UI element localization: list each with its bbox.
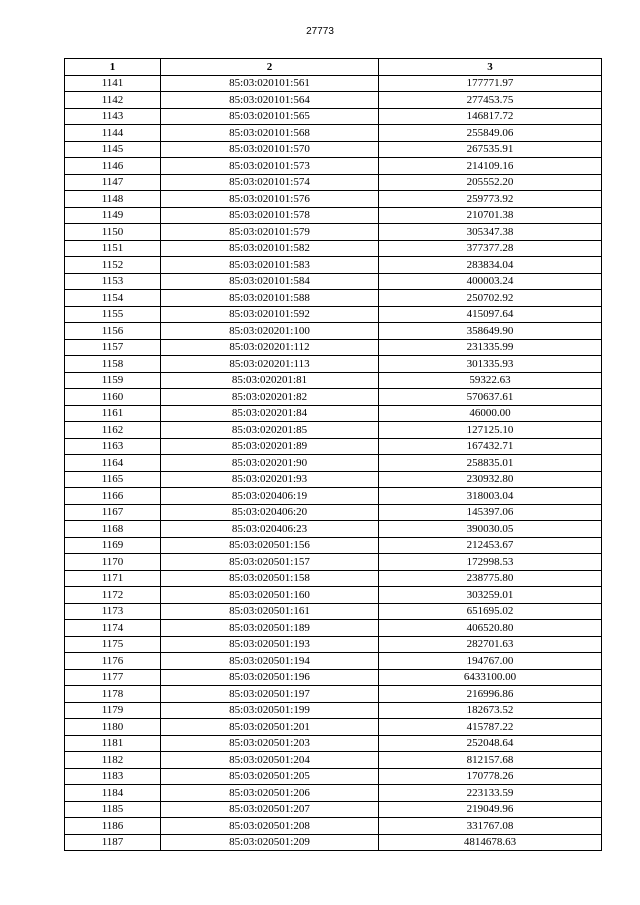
row-number-cell: 1173 <box>65 603 161 620</box>
row-number-cell: 1152 <box>65 257 161 274</box>
cadastral-number-cell: 85:03:020101:579 <box>161 224 379 241</box>
value-cell: 219049.96 <box>379 801 602 818</box>
row-number-cell: 1153 <box>65 273 161 290</box>
value-cell: 258835.01 <box>379 455 602 472</box>
table-header <box>65 59 602 76</box>
table-row <box>65 323 602 340</box>
value-cell: 255849.06 <box>379 125 602 142</box>
table-row <box>65 191 602 208</box>
cadastral-number-cell: 85:03:020501:207 <box>161 801 379 818</box>
table-row <box>65 735 602 752</box>
row-number-cell: 1168 <box>65 521 161 538</box>
cadastral-number-cell: 85:03:020501:189 <box>161 620 379 637</box>
value-cell: 305347.38 <box>379 224 602 241</box>
table-row <box>65 224 602 241</box>
value-cell: 59322.63 <box>379 372 602 389</box>
cadastral-number-cell: 85:03:020101:564 <box>161 92 379 109</box>
cadastral-number-cell: 85:03:020201:81 <box>161 372 379 389</box>
row-number-cell: 1171 <box>65 570 161 587</box>
cadastral-number-cell: 85:03:020101:561 <box>161 75 379 92</box>
cadastral-number-cell: 85:03:020101:582 <box>161 240 379 257</box>
row-number-cell: 1174 <box>65 620 161 637</box>
table-body <box>65 75 602 851</box>
cadastral-number-cell: 85:03:020501:203 <box>161 735 379 752</box>
table-row <box>65 141 602 158</box>
value-cell: 6433100.00 <box>379 669 602 686</box>
value-cell: 238775.80 <box>379 570 602 587</box>
cadastral-number-cell: 85:03:020501:158 <box>161 570 379 587</box>
table-row <box>65 471 602 488</box>
cadastral-number-cell: 85:03:020201:112 <box>161 339 379 356</box>
cadastral-number-cell: 85:03:020201:84 <box>161 405 379 422</box>
value-cell: 177771.97 <box>379 75 602 92</box>
table-row <box>65 768 602 785</box>
row-number-cell: 1145 <box>65 141 161 158</box>
row-number-cell: 1186 <box>65 818 161 835</box>
cadastral-number-cell: 85:03:020501:201 <box>161 719 379 736</box>
cadastral-number-cell: 85:03:020501:197 <box>161 686 379 703</box>
value-cell: 283834.04 <box>379 257 602 274</box>
value-cell: 415097.64 <box>379 306 602 323</box>
value-cell: 230932.80 <box>379 471 602 488</box>
table-row <box>65 686 602 703</box>
table-row <box>65 669 602 686</box>
table-row <box>65 372 602 389</box>
value-cell: 267535.91 <box>379 141 602 158</box>
table-row <box>65 752 602 769</box>
cadastral-number-cell: 85:03:020101:578 <box>161 207 379 224</box>
row-number-cell: 1162 <box>65 422 161 439</box>
table-row <box>65 257 602 274</box>
cadastral-number-cell: 85:03:020406:19 <box>161 488 379 505</box>
row-number-cell: 1144 <box>65 125 161 142</box>
cadastral-number-cell: 85:03:020101:574 <box>161 174 379 191</box>
value-cell: 358649.90 <box>379 323 602 340</box>
value-cell: 216996.86 <box>379 686 602 703</box>
value-cell: 400003.24 <box>379 273 602 290</box>
cadastral-number-cell: 85:03:020101:583 <box>161 257 379 274</box>
cadastral-number-cell: 85:03:020201:90 <box>161 455 379 472</box>
table-row <box>65 125 602 142</box>
cadastral-number-cell: 85:03:020101:588 <box>161 290 379 307</box>
row-number-cell: 1178 <box>65 686 161 703</box>
table-row <box>65 405 602 422</box>
cadastral-number-cell: 85:03:020201:82 <box>161 389 379 406</box>
value-cell: 377377.28 <box>379 240 602 257</box>
row-number-cell: 1182 <box>65 752 161 769</box>
cadastral-number-cell: 85:03:020501:199 <box>161 702 379 719</box>
table-row <box>65 570 602 587</box>
cadastral-number-cell: 85:03:020101:592 <box>161 306 379 323</box>
cadastral-number-cell: 85:03:020101:568 <box>161 125 379 142</box>
table-row <box>65 339 602 356</box>
table-row <box>65 108 602 125</box>
row-number-cell: 1183 <box>65 768 161 785</box>
value-cell: 570637.61 <box>379 389 602 406</box>
value-cell: 170778.26 <box>379 768 602 785</box>
header-row <box>65 59 602 76</box>
row-number-cell: 1148 <box>65 191 161 208</box>
table-row <box>65 438 602 455</box>
value-cell: 651695.02 <box>379 603 602 620</box>
column-header-3: 3 <box>379 59 602 76</box>
table-row <box>65 554 602 571</box>
value-cell: 331767.08 <box>379 818 602 835</box>
page-number: 27773 <box>306 26 334 37</box>
cadastral-value-table <box>64 58 602 851</box>
table-row <box>65 92 602 109</box>
cadastral-number-cell: 85:03:020101:584 <box>161 273 379 290</box>
table-row <box>65 207 602 224</box>
table-row <box>65 290 602 307</box>
value-cell: 145397.06 <box>379 504 602 521</box>
row-number-cell: 1163 <box>65 438 161 455</box>
cadastral-number-cell: 85:03:020101:570 <box>161 141 379 158</box>
value-cell: 214109.16 <box>379 158 602 175</box>
table-row <box>65 356 602 373</box>
row-number-cell: 1185 <box>65 801 161 818</box>
cadastral-number-cell: 85:03:020101:565 <box>161 108 379 125</box>
cadastral-number-cell: 85:03:020406:20 <box>161 504 379 521</box>
cadastral-number-cell: 85:03:020501:156 <box>161 537 379 554</box>
value-cell: 812157.68 <box>379 752 602 769</box>
row-number-cell: 1167 <box>65 504 161 521</box>
cadastral-number-cell: 85:03:020101:576 <box>161 191 379 208</box>
value-cell: 205552.20 <box>379 174 602 191</box>
value-cell: 127125.10 <box>379 422 602 439</box>
row-number-cell: 1161 <box>65 405 161 422</box>
value-cell: 46000.00 <box>379 405 602 422</box>
cadastral-number-cell: 85:03:020201:89 <box>161 438 379 455</box>
value-cell: 318003.04 <box>379 488 602 505</box>
cadastral-number-cell: 85:03:020201:100 <box>161 323 379 340</box>
cadastral-number-cell: 85:03:020406:23 <box>161 521 379 538</box>
table-row <box>65 801 602 818</box>
row-number-cell: 1160 <box>65 389 161 406</box>
row-number-cell: 1154 <box>65 290 161 307</box>
row-number-cell: 1142 <box>65 92 161 109</box>
table-row <box>65 587 602 604</box>
column-header-2: 2 <box>161 59 379 76</box>
row-number-cell: 1150 <box>65 224 161 241</box>
row-number-cell: 1157 <box>65 339 161 356</box>
row-number-cell: 1177 <box>65 669 161 686</box>
table-row <box>65 306 602 323</box>
table-row <box>65 537 602 554</box>
cadastral-number-cell: 85:03:020501:208 <box>161 818 379 835</box>
row-number-cell: 1176 <box>65 653 161 670</box>
row-number-cell: 1166 <box>65 488 161 505</box>
table-row <box>65 389 602 406</box>
value-cell: 277453.75 <box>379 92 602 109</box>
row-number-cell: 1141 <box>65 75 161 92</box>
cadastral-number-cell: 85:03:020201:85 <box>161 422 379 439</box>
cadastral-number-cell: 85:03:020501:194 <box>161 653 379 670</box>
value-cell: 390030.05 <box>379 521 602 538</box>
row-number-cell: 1143 <box>65 108 161 125</box>
table-row <box>65 521 602 538</box>
cadastral-number-cell: 85:03:020201:93 <box>161 471 379 488</box>
cadastral-number-cell: 85:03:020101:573 <box>161 158 379 175</box>
cadastral-number-cell: 85:03:020501:205 <box>161 768 379 785</box>
table-row <box>65 504 602 521</box>
value-cell: 259773.92 <box>379 191 602 208</box>
table-row <box>65 240 602 257</box>
table-row <box>65 455 602 472</box>
row-number-cell: 1146 <box>65 158 161 175</box>
table-row <box>65 818 602 835</box>
row-number-cell: 1180 <box>65 719 161 736</box>
table-row <box>65 620 602 637</box>
cadastral-number-cell: 85:03:020501:160 <box>161 587 379 604</box>
table-row <box>65 273 602 290</box>
value-cell: 210701.38 <box>379 207 602 224</box>
cadastral-number-cell: 85:03:020501:209 <box>161 834 379 851</box>
cadastral-number-cell: 85:03:020501:196 <box>161 669 379 686</box>
row-number-cell: 1187 <box>65 834 161 851</box>
table-row <box>65 636 602 653</box>
value-cell: 252048.64 <box>379 735 602 752</box>
value-cell: 282701.63 <box>379 636 602 653</box>
row-number-cell: 1169 <box>65 537 161 554</box>
table-row <box>65 653 602 670</box>
value-cell: 406520.80 <box>379 620 602 637</box>
table-row <box>65 719 602 736</box>
value-cell: 194767.00 <box>379 653 602 670</box>
table-row <box>65 158 602 175</box>
value-cell: 223133.59 <box>379 785 602 802</box>
table-row <box>65 834 602 851</box>
row-number-cell: 1164 <box>65 455 161 472</box>
row-number-cell: 1165 <box>65 471 161 488</box>
row-number-cell: 1172 <box>65 587 161 604</box>
table-row <box>65 488 602 505</box>
row-number-cell: 1179 <box>65 702 161 719</box>
row-number-cell: 1158 <box>65 356 161 373</box>
value-cell: 231335.99 <box>379 339 602 356</box>
table-row <box>65 702 602 719</box>
row-number-cell: 1147 <box>65 174 161 191</box>
row-number-cell: 1175 <box>65 636 161 653</box>
value-cell: 212453.67 <box>379 537 602 554</box>
row-number-cell: 1181 <box>65 735 161 752</box>
value-cell: 303259.01 <box>379 587 602 604</box>
table-row <box>65 174 602 191</box>
value-cell: 415787.22 <box>379 719 602 736</box>
value-cell: 301335.93 <box>379 356 602 373</box>
cadastral-number-cell: 85:03:020501:204 <box>161 752 379 769</box>
cadastral-number-cell: 85:03:020501:161 <box>161 603 379 620</box>
row-number-cell: 1151 <box>65 240 161 257</box>
value-cell: 182673.52 <box>379 702 602 719</box>
table-row <box>65 785 602 802</box>
cadastral-number-cell: 85:03:020201:113 <box>161 356 379 373</box>
table-row <box>65 603 602 620</box>
column-header-1: 1 <box>65 59 161 76</box>
table-row <box>65 422 602 439</box>
value-cell: 167432.71 <box>379 438 602 455</box>
cadastral-number-cell: 85:03:020501:193 <box>161 636 379 653</box>
row-number-cell: 1155 <box>65 306 161 323</box>
row-number-cell: 1184 <box>65 785 161 802</box>
table-row <box>65 75 602 92</box>
row-number-cell: 1159 <box>65 372 161 389</box>
row-number-cell: 1149 <box>65 207 161 224</box>
value-cell: 4814678.63 <box>379 834 602 851</box>
row-number-cell: 1156 <box>65 323 161 340</box>
value-cell: 172998.53 <box>379 554 602 571</box>
value-cell: 146817.72 <box>379 108 602 125</box>
row-number-cell: 1170 <box>65 554 161 571</box>
cadastral-number-cell: 85:03:020501:206 <box>161 785 379 802</box>
value-cell: 250702.92 <box>379 290 602 307</box>
cadastral-number-cell: 85:03:020501:157 <box>161 554 379 571</box>
